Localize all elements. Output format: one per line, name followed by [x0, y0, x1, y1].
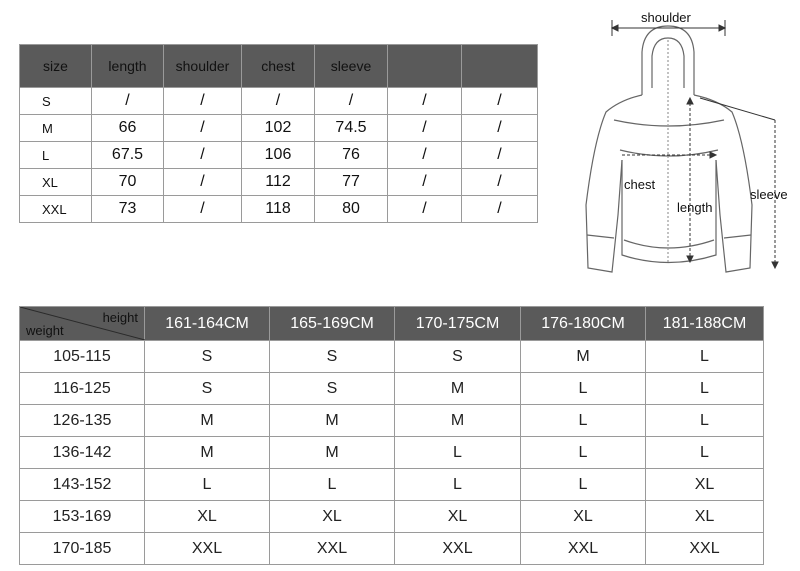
size-cell: XXL [270, 533, 395, 565]
size-cell: L [646, 437, 764, 469]
sleeve-cell: 76 [315, 142, 388, 169]
measurement-table [19, 44, 538, 223]
header-blank [388, 45, 462, 88]
chest-cell: 118 [242, 196, 315, 223]
chest-cell: 112 [242, 169, 315, 196]
length-label: length [677, 200, 713, 215]
chest-cell: 102 [242, 115, 315, 142]
weight-cell: 136-142 [20, 437, 145, 469]
size-cell: XXL [395, 533, 521, 565]
table-row [20, 196, 538, 223]
size-cell: S [395, 341, 521, 373]
table-row [20, 373, 764, 405]
size-chart-table [19, 306, 764, 565]
size-cell: L [521, 437, 646, 469]
size-chart-header-row [20, 307, 764, 341]
shoulder-cell: / [164, 196, 242, 223]
header-chest: chest [242, 45, 315, 88]
length-cell: 70 [92, 169, 164, 196]
length-cell: / [92, 88, 164, 115]
jacket-diagram [570, 0, 800, 290]
size-cell: L [521, 405, 646, 437]
size-cell: M [395, 373, 521, 405]
size-cell: S [270, 373, 395, 405]
length-cell: 67.5 [92, 142, 164, 169]
extra-cell: / [388, 142, 462, 169]
header-length: length [92, 45, 164, 88]
size-cell: M [20, 115, 92, 142]
extra-cell: / [388, 115, 462, 142]
size-cell: XXL [646, 533, 764, 565]
size-cell: L [395, 469, 521, 501]
extra-cell: / [388, 169, 462, 196]
size-cell: L [646, 341, 764, 373]
table-row [20, 405, 764, 437]
size-cell: L [20, 142, 92, 169]
measurement-header-row [20, 45, 538, 88]
length-cell: 73 [92, 196, 164, 223]
table-row [20, 437, 764, 469]
size-cell: XL [646, 501, 764, 533]
size-cell: XXL [20, 196, 92, 223]
size-cell: L [646, 373, 764, 405]
size-cell: XXL [145, 533, 270, 565]
extra-cell: / [462, 169, 538, 196]
extra-cell: / [462, 142, 538, 169]
size-cell: L [646, 405, 764, 437]
shoulder-cell: / [164, 88, 242, 115]
size-cell: L [145, 469, 270, 501]
size-cell: XXL [521, 533, 646, 565]
height-range-header: 161-164CM [145, 307, 270, 341]
height-range-header: 176-180CM [521, 307, 646, 341]
jacket-outline-icon [570, 0, 800, 290]
weight-cell: 143-152 [20, 469, 145, 501]
chest-cell: 106 [242, 142, 315, 169]
size-cell: L [270, 469, 395, 501]
extra-cell: / [462, 115, 538, 142]
extra-cell: / [462, 88, 538, 115]
weight-cell: 170-185 [20, 533, 145, 565]
size-cell: M [270, 405, 395, 437]
corner-cell [20, 307, 145, 341]
chest-cell: / [242, 88, 315, 115]
height-axis-label: height [102, 310, 138, 325]
header-shoulder: shoulder [164, 45, 242, 88]
size-cell: L [521, 469, 646, 501]
size-cell: S [145, 373, 270, 405]
table-row [20, 533, 764, 565]
size-cell: XL [646, 469, 764, 501]
extra-cell: / [388, 196, 462, 223]
weight-cell: 116-125 [20, 373, 145, 405]
table-row [20, 142, 538, 169]
table-row [20, 115, 538, 142]
size-cell: M [395, 405, 521, 437]
sleeve-label: sleeve [750, 187, 788, 202]
table-row [20, 501, 764, 533]
size-cell: M [145, 437, 270, 469]
table-row [20, 469, 764, 501]
header-blank [462, 45, 538, 88]
size-cell: S [20, 88, 92, 115]
size-cell: S [145, 341, 270, 373]
size-cell: XL [395, 501, 521, 533]
table-row [20, 169, 538, 196]
extra-cell: / [462, 196, 538, 223]
extra-cell: / [388, 88, 462, 115]
sleeve-cell: 77 [315, 169, 388, 196]
sleeve-cell: 74.5 [315, 115, 388, 142]
size-cell: XL [20, 169, 92, 196]
height-range-header: 165-169CM [270, 307, 395, 341]
shoulder-cell: / [164, 115, 242, 142]
shoulder-label: shoulder [641, 10, 691, 25]
size-cell: M [145, 405, 270, 437]
weight-axis-label: weight [26, 323, 64, 338]
size-cell: S [270, 341, 395, 373]
size-cell: M [270, 437, 395, 469]
size-cell: M [521, 341, 646, 373]
size-cell: L [395, 437, 521, 469]
length-cell: 66 [92, 115, 164, 142]
weight-cell: 126-135 [20, 405, 145, 437]
sleeve-cell: 80 [315, 196, 388, 223]
table-row [20, 341, 764, 373]
table-row [20, 88, 538, 115]
shoulder-cell: / [164, 169, 242, 196]
weight-cell: 153-169 [20, 501, 145, 533]
sleeve-cell: / [315, 88, 388, 115]
height-range-header: 170-175CM [395, 307, 521, 341]
weight-cell: 105-115 [20, 341, 145, 373]
header-sleeve: sleeve [315, 45, 388, 88]
height-range-header: 181-188CM [646, 307, 764, 341]
size-cell: L [521, 373, 646, 405]
chest-label: chest [624, 177, 656, 192]
size-cell: XL [270, 501, 395, 533]
shoulder-cell: / [164, 142, 242, 169]
header-size: size [20, 45, 92, 88]
size-cell: XL [145, 501, 270, 533]
size-cell: XL [521, 501, 646, 533]
